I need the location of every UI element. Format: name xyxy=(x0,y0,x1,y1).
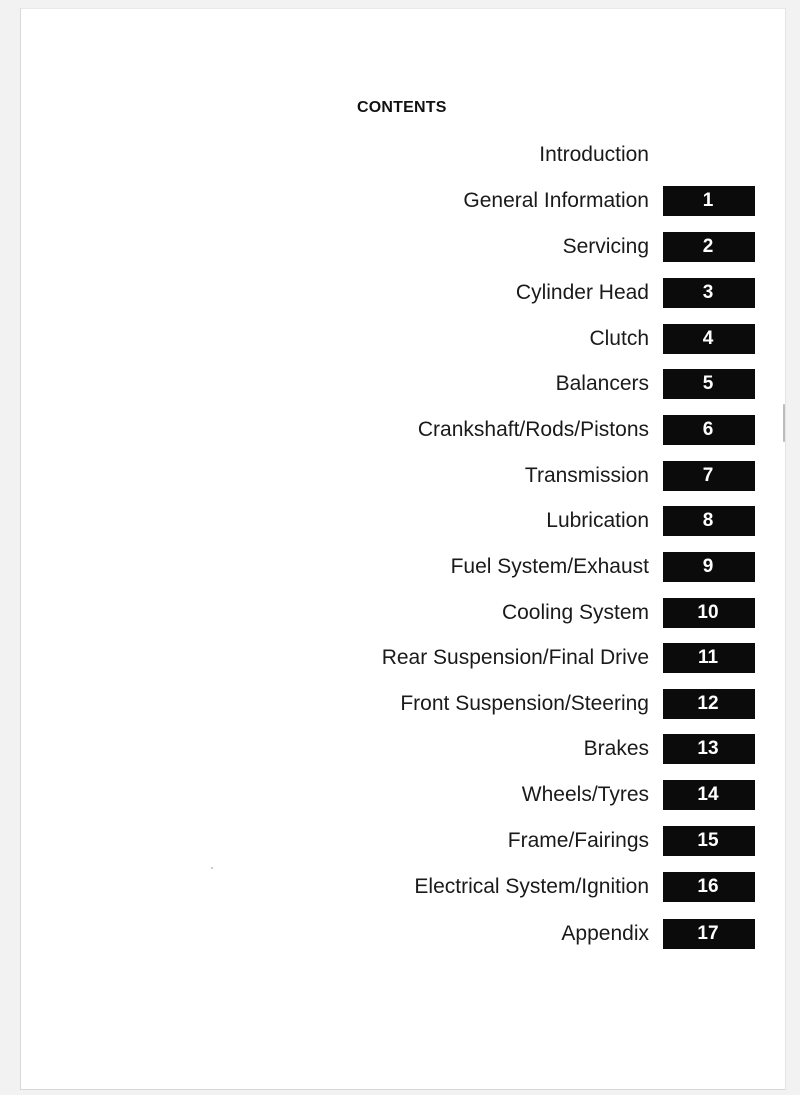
toc-row[interactable] xyxy=(0,231,800,263)
toc-label: Clutch xyxy=(589,327,649,350)
toc-row[interactable] xyxy=(0,779,800,811)
toc-label: Electrical System/Ignition xyxy=(414,875,649,898)
toc-row[interactable] xyxy=(0,460,800,492)
section-number-tab: 17 xyxy=(663,919,755,949)
section-number-tab: 15 xyxy=(663,826,755,856)
toc-label: Cooling System xyxy=(501,601,649,624)
toc-row-introduction[interactable] xyxy=(0,139,800,171)
toc-row[interactable] xyxy=(0,733,800,765)
section-number-tab: 5 xyxy=(663,369,755,399)
section-number-tab: 7 xyxy=(663,461,755,491)
section-number-tab: 9 xyxy=(663,552,755,582)
toc-label: Brakes xyxy=(583,737,649,760)
toc-row[interactable] xyxy=(0,597,800,629)
toc-label: Cylinder Head xyxy=(515,281,649,304)
toc-label: Balancers xyxy=(555,372,649,395)
toc-row[interactable] xyxy=(0,185,800,217)
section-number-tab: 16 xyxy=(663,872,755,902)
section-number-tab: 3 xyxy=(663,278,755,308)
toc-row[interactable] xyxy=(0,414,800,446)
toc-row[interactable] xyxy=(0,688,800,720)
toc-label: Servicing xyxy=(562,235,649,258)
section-number-tab: 4 xyxy=(663,324,755,354)
contents-heading: CONTENTS xyxy=(357,99,447,116)
toc-label: Front Suspension/Steering xyxy=(400,692,649,715)
section-number-tab: 11 xyxy=(663,643,755,673)
section-number-tab: 13 xyxy=(663,734,755,764)
toc-row[interactable] xyxy=(0,642,800,674)
section-number-tab: 2 xyxy=(663,232,755,262)
toc-label: Appendix xyxy=(561,922,649,945)
toc-label: Wheels/Tyres xyxy=(521,783,649,806)
toc-label: Crankshaft/Rods/Pistons xyxy=(417,418,649,441)
toc-label: Transmission xyxy=(524,464,649,487)
toc-label: Frame/Fairings xyxy=(507,829,649,852)
toc-row[interactable] xyxy=(0,323,800,355)
section-number-tab: 10 xyxy=(663,598,755,628)
toc-label: General Information xyxy=(463,189,649,212)
toc-row[interactable] xyxy=(0,871,800,903)
section-number-tab: 6 xyxy=(663,415,755,445)
toc-row[interactable] xyxy=(0,368,800,400)
toc-row[interactable] xyxy=(0,505,800,537)
scan-speck xyxy=(211,867,213,869)
toc-row[interactable] xyxy=(0,825,800,857)
section-number-tab: 1 xyxy=(663,186,755,216)
toc-label: Lubrication xyxy=(546,509,649,532)
toc-label: Rear Suspension/Final Drive xyxy=(381,646,649,669)
toc-row[interactable] xyxy=(0,277,800,309)
toc-row[interactable] xyxy=(0,918,800,950)
toc-label: Introduction xyxy=(539,143,649,166)
toc-label: Fuel System/Exhaust xyxy=(450,555,649,578)
section-number-tab: 14 xyxy=(663,780,755,810)
section-number-tab: 12 xyxy=(663,689,755,719)
section-number-tab: 8 xyxy=(663,506,755,536)
toc-row[interactable] xyxy=(0,551,800,583)
